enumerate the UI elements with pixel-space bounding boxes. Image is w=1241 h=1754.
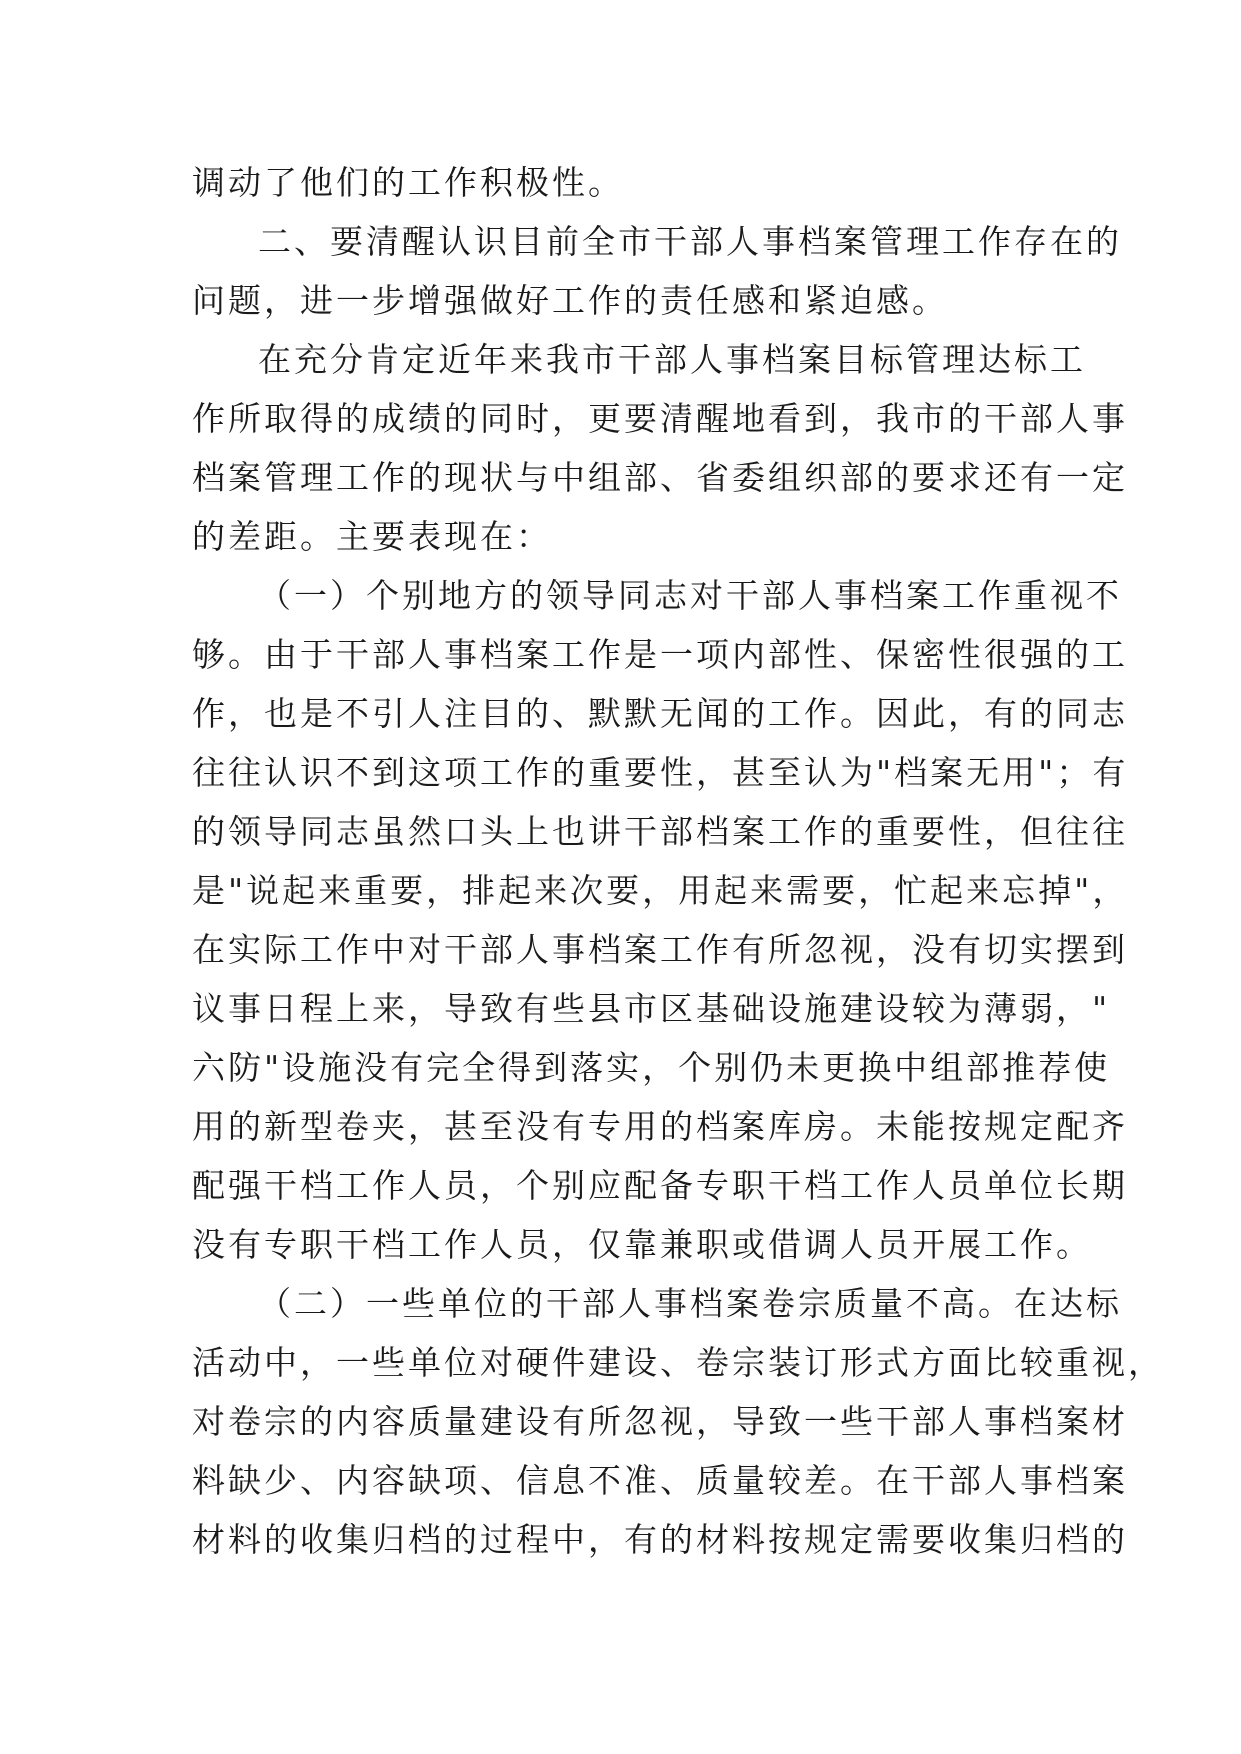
text-line: 往往认识不到这项工作的重要性，甚至认为"档案无用"；有 bbox=[192, 753, 1129, 792]
text-line: 没有专职干档工作人员，仅靠兼职或借调人员开展工作。 bbox=[192, 1225, 1092, 1264]
text-line: 调动了他们的工作积极性。 bbox=[192, 163, 624, 202]
text-line: 作，也是不引人注目的、默默无闻的工作。因此，有的同志 bbox=[192, 694, 1128, 733]
text-line: 配强干档工作人员，个别应配备专职干档工作人员单位长期 bbox=[192, 1166, 1128, 1205]
text-line: 档案管理工作的现状与中组部、省委组织部的要求还有一定 bbox=[192, 458, 1128, 497]
subsection-1-start: （一）个别地方的领导同志对干部人事档案工作重视不 bbox=[258, 576, 1122, 615]
subsection-2-start: （二）一些单位的干部人事档案卷宗质量不高。在达标 bbox=[258, 1284, 1122, 1323]
text-line: 议事日程上来，导致有些县市区基础设施建设较为薄弱，" bbox=[192, 989, 1111, 1028]
text-line: 在实际工作中对干部人事档案工作有所忽视，没有切实摆到 bbox=[192, 930, 1128, 969]
text-line: 对卷宗的内容质量建设有所忽视，导致一些干部人事档案材 bbox=[192, 1402, 1128, 1441]
text-line: 活动中，一些单位对硬件建设、卷宗装订形式方面比较重视， bbox=[192, 1343, 1164, 1382]
text-line: 料缺少、内容缺项、信息不准、质量较差。在干部人事档案 bbox=[192, 1461, 1128, 1500]
text-line: 作所取得的成绩的同时，更要清醒地看到，我市的干部人事 bbox=[192, 399, 1128, 438]
text-line: 的差距。主要表现在： bbox=[192, 517, 552, 556]
body-text bbox=[192, 153, 1164, 1569]
text-line: 用的新型卷夹，甚至没有专用的档案库房。未能按规定配齐 bbox=[192, 1107, 1128, 1146]
text-line: 的领导同志虽然口头上也讲干部档案工作的重要性，但往往 bbox=[192, 812, 1128, 851]
text-line: 够。由于干部人事档案工作是一项内部性、保密性很强的工 bbox=[192, 635, 1128, 674]
text-line: 是"说起来重要，排起来次要，用起来需要，忙起来忘掉"， bbox=[192, 871, 1129, 910]
text-line: 问题，进一步增强做好工作的责任感和紧迫感。 bbox=[192, 281, 948, 320]
text-line: 材料的收集归档的过程中，有的材料按规定需要收集归档的 bbox=[192, 1520, 1128, 1559]
section-heading-2: 二、要清醒认识目前全市干部人事档案管理工作存在的 bbox=[258, 222, 1122, 261]
paragraph-start: 在充分肯定近年来我市干部人事档案目标管理达标工 bbox=[258, 340, 1086, 379]
text-line: 六防"设施没有完全得到落实，个别仍未更换中组部推荐使 bbox=[192, 1048, 1111, 1087]
